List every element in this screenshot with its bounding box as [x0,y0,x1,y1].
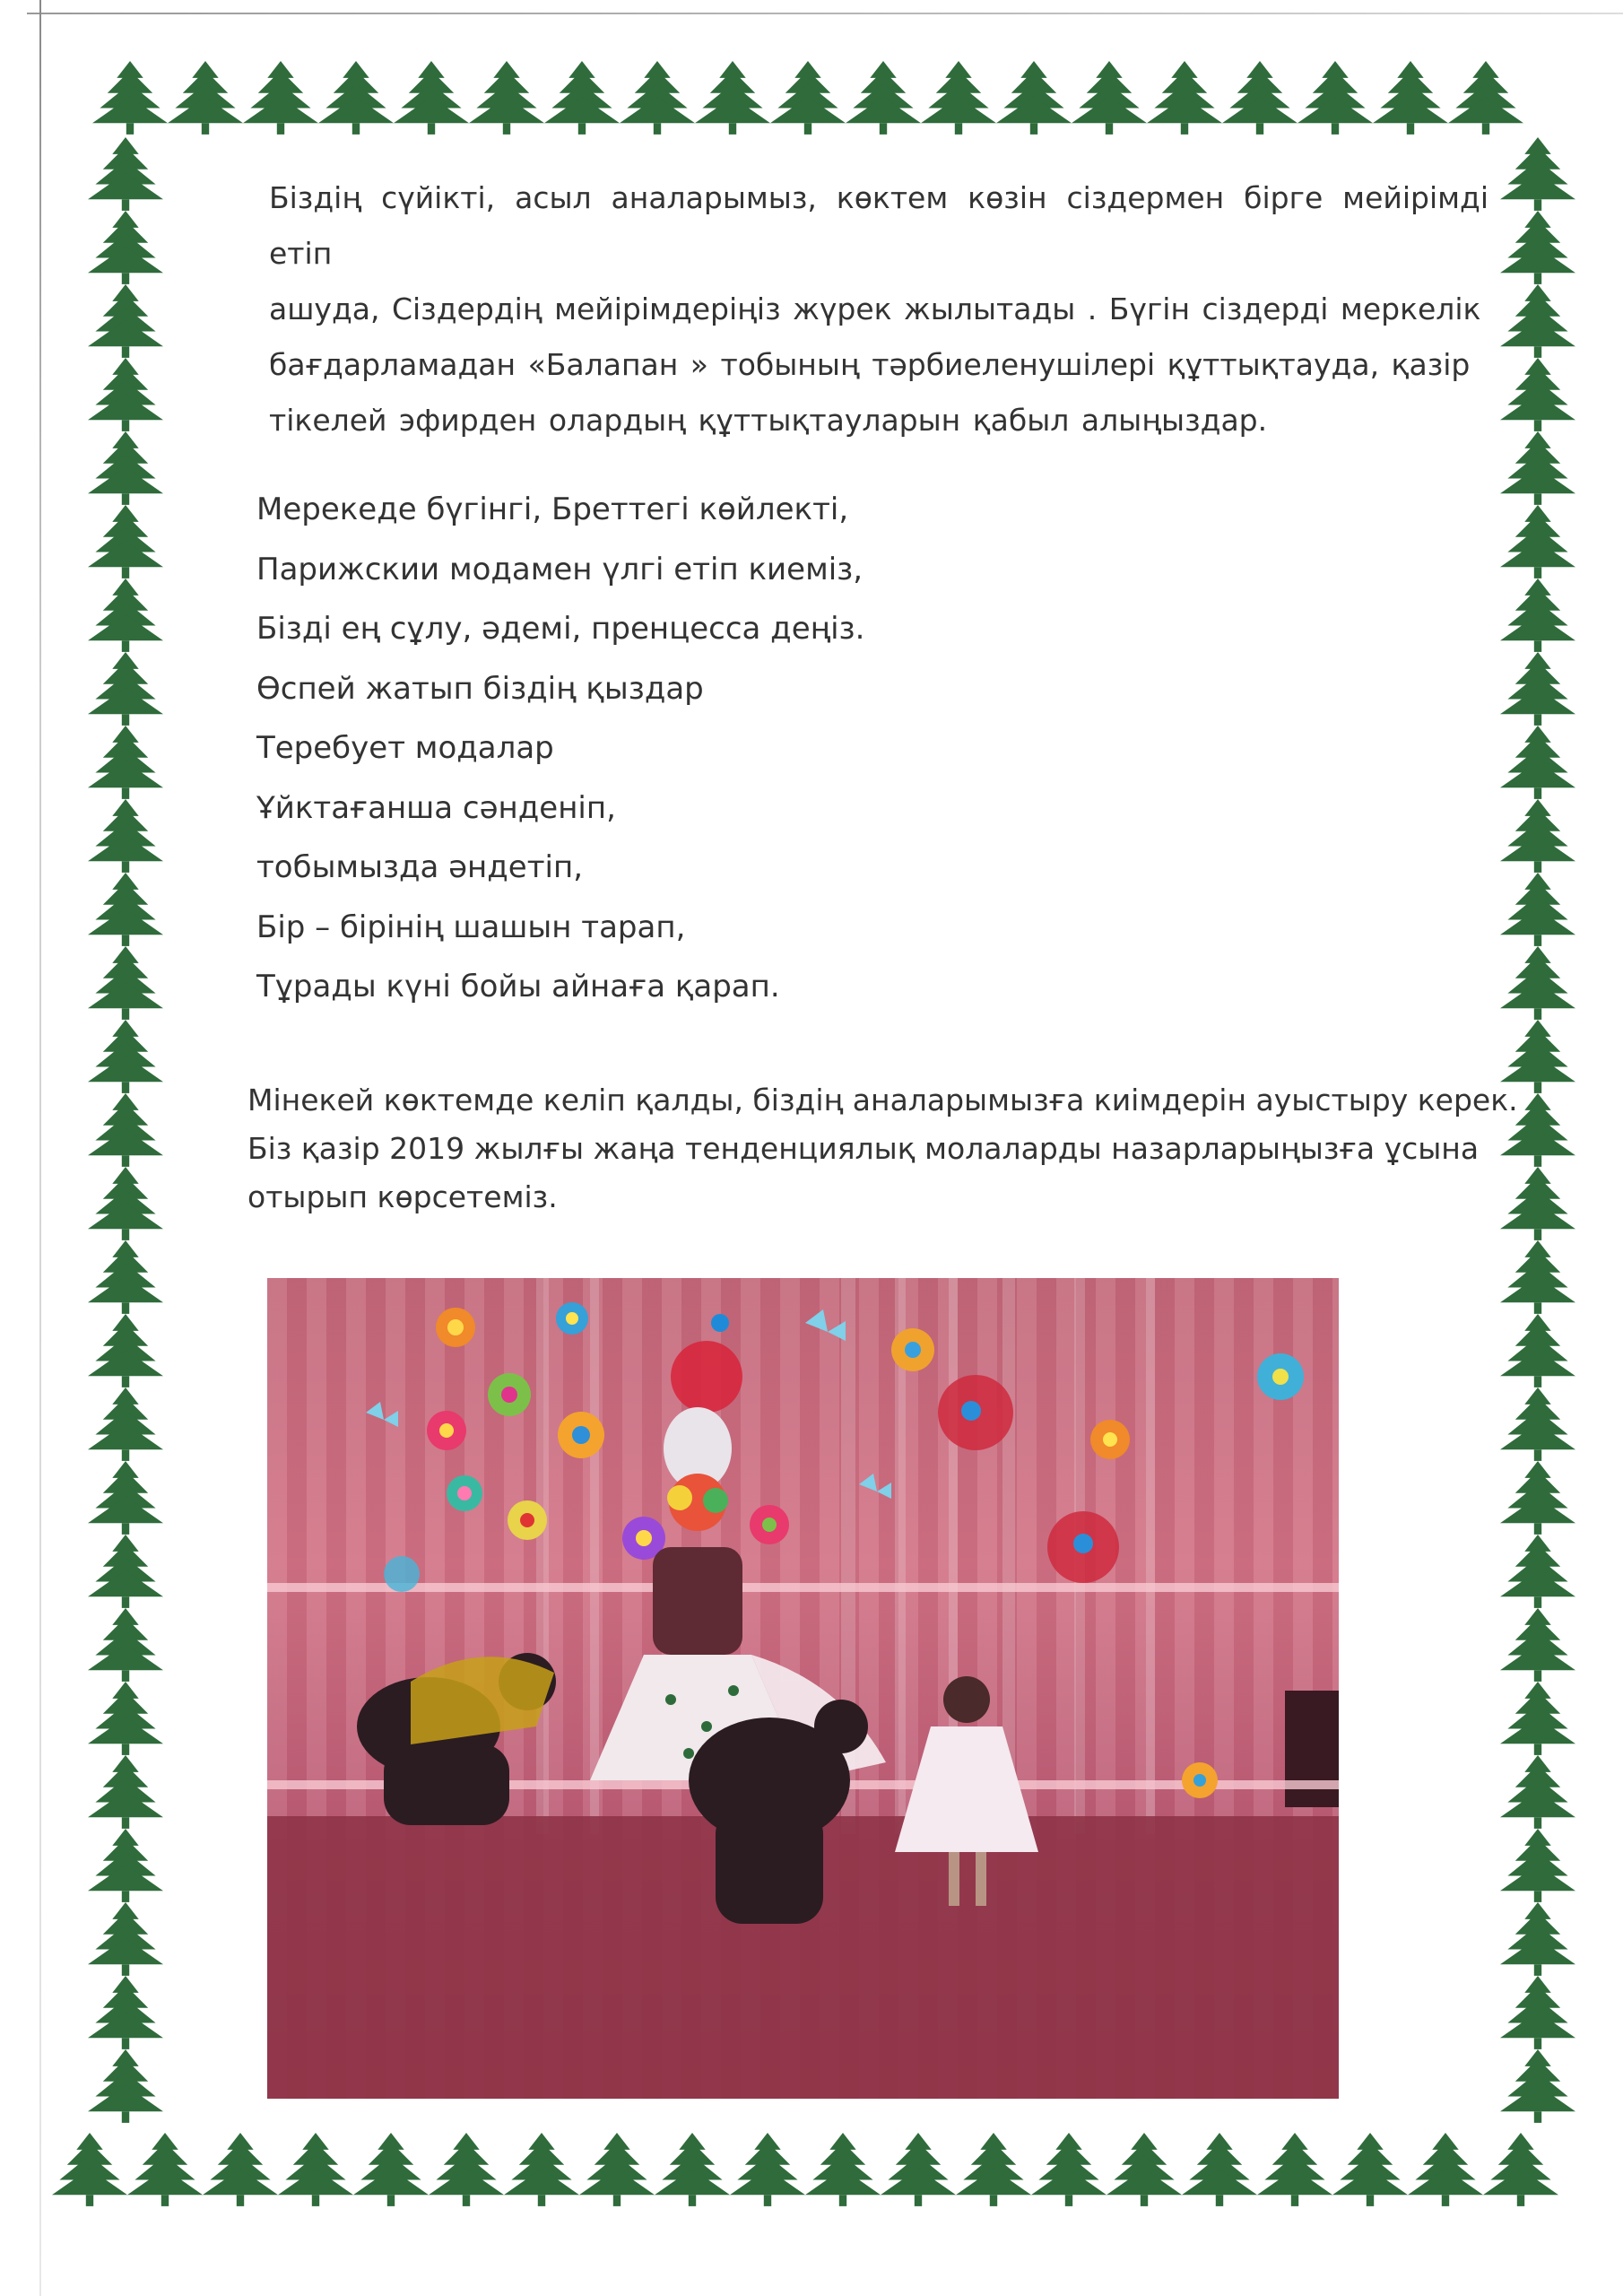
fir-tree-icon [88,578,163,652]
fir-tree-icon [504,2133,579,2206]
fir-tree-icon [168,61,243,135]
fir-tree-icon [88,431,163,505]
fir-tree-icon [846,61,921,135]
outro-line: Мінекей көктемде келіп қалды, біздің аналарымызға киімдерін ауыстыру керек. [247,1083,1518,1118]
poem-line: Бір – бірінің шашын тарап, [256,909,686,945]
fir-tree-icon [1500,1387,1575,1461]
fir-tree-icon [655,2133,730,2206]
fir-tree-icon [88,652,163,726]
fir-tree-icon [1500,137,1575,211]
intro-line: бағдарламадан «Балапан » тобының тәрбиеленушілері құттықтауда, қазір [269,347,1471,382]
outro-paragraph [247,1076,1521,1222]
fir-tree-icon [921,61,996,135]
fir-tree-icon [1500,211,1575,284]
fir-tree-icon [620,61,695,135]
fir-tree-icon [1483,2133,1558,2206]
fir-tree-icon [88,1240,163,1314]
fir-tree-icon [1500,431,1575,505]
intro-line: тікелей эфирден олардың құттықтауларын қабыл алыңыздар. [269,403,1268,438]
fir-tree-icon [88,2049,163,2123]
intro-paragraph [269,170,1488,448]
fir-tree-icon [88,1314,163,1387]
fir-tree-icon [1222,61,1298,135]
fir-tree-icon [1408,2133,1483,2206]
fir-tree-icon [1500,946,1575,1020]
fir-tree-icon [1500,1314,1575,1387]
fir-tree-icon [88,946,163,1020]
fir-tree-icon [278,2133,353,2206]
intro-line: Біздің сүйікті, асыл аналарымыз, көктем көзін сіздермен бірге мейірімді етіп [269,180,1488,271]
intro-line: ашуда, Сіздердің мейірімдеріңіз жүрек жылытады . Бүгін сіздерді меркелік [269,291,1481,326]
fir-tree-icon [88,873,163,946]
fir-tree-icon [88,505,163,578]
fir-tree-icon [88,1020,163,1093]
outro-line: Біз қазір 2019 жылғы жаңа тенденциялық молаларды назарларыңызға ұсына [247,1131,1480,1166]
fir-tree-icon [1332,2133,1408,2206]
fir-tree-icon [88,1535,163,1608]
poem-line: Тұрады күні бойы айнаға қарап. [256,969,780,1004]
fir-tree-icon [88,1976,163,2049]
fir-tree-icon [1373,61,1448,135]
fir-tree-icon [1500,1461,1575,1535]
fir-tree-icon [88,1167,163,1240]
fir-tree-icon [1500,799,1575,873]
fir-tree-icon [1500,1682,1575,1755]
fir-tree-icon [394,61,469,135]
poem-line: Теребует модалар [256,730,554,766]
fir-tree-icon [1257,2133,1332,2206]
fir-tree-icon [1500,726,1575,799]
stage-performance-photo [267,1278,1339,2099]
fir-tree-icon [1500,873,1575,946]
fir-tree-icon [1500,578,1575,652]
fir-tree-icon [1072,61,1147,135]
fir-tree-icon [1500,1976,1575,2049]
fir-tree-icon [1500,284,1575,358]
fir-tree-icon [996,61,1072,135]
fir-tree-icon [88,726,163,799]
fir-tree-icon [1500,1608,1575,1682]
fir-tree-icon [805,2133,881,2206]
fir-tree-icon [956,2133,1031,2206]
fir-tree-icon [203,2133,278,2206]
fir-tree-icon [88,1461,163,1535]
fir-tree-icon [1147,61,1222,135]
fir-tree-icon [544,61,620,135]
poem-line: тобымызда әндетіп, [256,849,584,885]
fir-tree-icon [1500,1829,1575,1902]
fir-tree-icon [1500,1755,1575,1829]
fir-tree-icon [88,1755,163,1829]
fir-tree-icon [1500,1535,1575,1608]
fir-tree-icon [695,61,770,135]
fir-tree-icon [92,61,168,135]
fir-tree-icon [88,358,163,431]
fir-tree-icon [353,2133,429,2206]
fir-tree-icon [88,1902,163,1976]
fir-tree-icon [88,1608,163,1682]
fir-tree-icon [730,2133,805,2206]
poem-line: Мерекеде бүгінгі, Бреттегі көйлекті, [256,491,849,527]
poem-line: Парижскии модамен үлгі етіп киеміз, [256,551,864,587]
fir-tree-icon [1500,1240,1575,1314]
fir-tree-icon [88,799,163,873]
fir-tree-icon [88,137,163,211]
fir-tree-icon [88,1093,163,1167]
fir-tree-icon [770,61,846,135]
fir-tree-icon [1182,2133,1257,2206]
fir-tree-icon [429,2133,504,2206]
fir-tree-icon [1107,2133,1182,2206]
fir-tree-icon [1500,2049,1575,2123]
poem-line: Бізді ең сұлу, әдемі, пренцесса деңіз. [256,611,865,647]
fir-tree-icon [579,2133,655,2206]
poem-line: Ұйктағанша сәнденіп, [256,789,616,826]
fir-tree-icon [881,2133,956,2206]
fir-tree-icon [318,61,394,135]
fir-tree-icon [1031,2133,1107,2206]
fir-tree-icon [1298,61,1373,135]
fir-tree-icon [88,1682,163,1755]
outro-line: отырып көрсетеміз. [247,1179,558,1214]
poem [256,480,1243,1017]
fir-tree-icon [469,61,544,135]
fir-tree-icon [1500,505,1575,578]
fir-tree-icon [88,1829,163,1902]
poem-line: Өспей жатып біздің қыздар [256,670,704,707]
fir-tree-icon [127,2133,203,2206]
fir-tree-icon [1500,358,1575,431]
fir-tree-icon [1500,1902,1575,1976]
fir-tree-icon [1500,652,1575,726]
fir-tree-icon [52,2133,127,2206]
fir-tree-icon [1448,61,1523,135]
fir-tree-icon [88,1387,163,1461]
fir-tree-icon [88,284,163,358]
fir-tree-icon [243,61,318,135]
fir-tree-icon [88,211,163,284]
